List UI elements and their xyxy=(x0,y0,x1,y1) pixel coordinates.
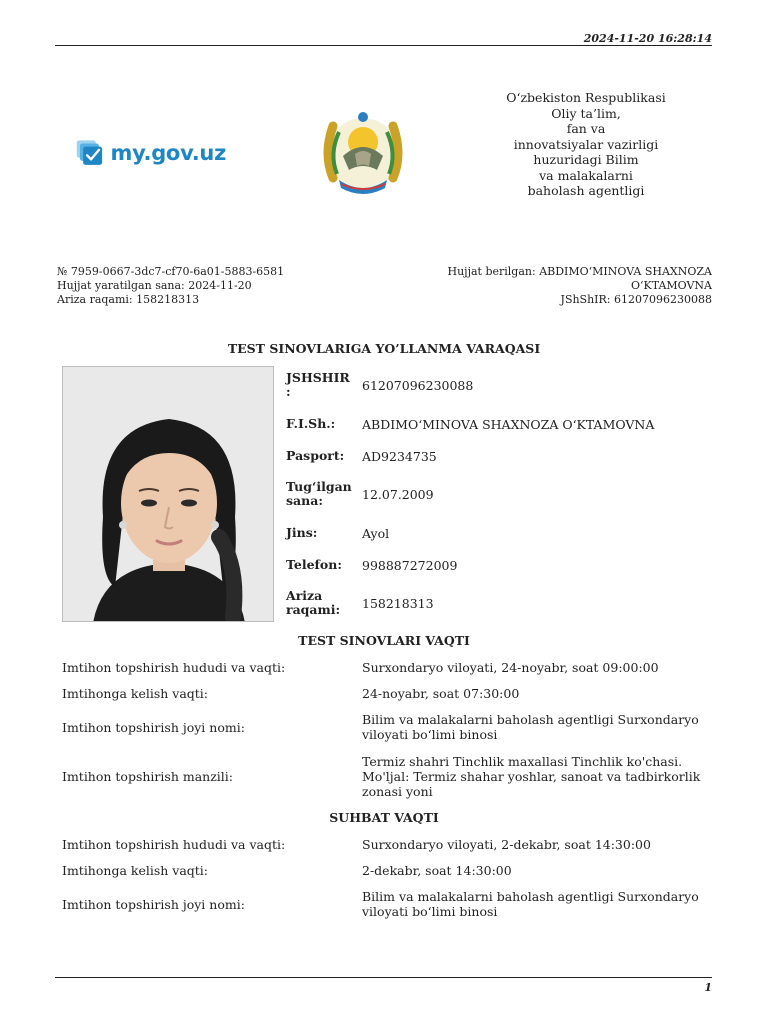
agency-line: innovatsiyalar vazirligi xyxy=(513,136,659,152)
person-value: Ayol xyxy=(362,525,390,541)
interview-row-venue xyxy=(62,888,722,920)
interview-row-region-time xyxy=(62,834,722,854)
row-value: 24-noyabr, soat 07:30:00 xyxy=(362,685,520,701)
document-meta-right xyxy=(422,265,712,307)
person-label: Jins: xyxy=(286,525,318,540)
row-value: Surxondaryo viloyati, 2-dekabr, soat 14:30:00 xyxy=(362,836,651,852)
issued-to-cont: O‘KTAMOVNA xyxy=(630,279,712,292)
logo-text: my.gov.uz xyxy=(110,141,226,165)
person-label: F.I.Sh.: xyxy=(286,416,336,431)
pinfl: JShShIR: 61207096230088 xyxy=(560,293,712,306)
test-section-title: TEST SINOVLARI VAQTI xyxy=(298,633,470,648)
document-number: № 7959-0667-3dc7-cf70-6a01-5883-6581 xyxy=(57,265,285,278)
person-label: Telefon: xyxy=(286,557,342,572)
person-value: 12.07.2009 xyxy=(362,486,434,502)
person-label: Pasport: xyxy=(286,448,345,463)
portrait-illustration xyxy=(63,367,274,622)
agency-line: fan va xyxy=(566,121,606,136)
row-label: Imtihon topshirish hududi va vaqti: xyxy=(62,836,286,852)
person-value: 998887272009 xyxy=(362,557,458,573)
header-divider xyxy=(55,45,712,46)
row-value: Termiz shahri Tinchlik maxallasi Tinchlik ko'chasi. Mo'ljal: Termiz shahar yoshlar, sanoat va tadbirkorlik zonasi yoni xyxy=(362,753,701,799)
person-row-fullname xyxy=(286,414,716,434)
document-meta-left xyxy=(57,265,284,307)
interview-row-arrival xyxy=(62,860,722,880)
page-number: 1 xyxy=(704,981,712,994)
document-title: TEST SINOVLARIGA YO’LLANMA VARAQASI xyxy=(227,341,541,356)
person-value: AD9234735 xyxy=(362,448,437,464)
row-label: Imtihonga kelish vaqti: xyxy=(62,685,209,701)
checkbox-logo-icon xyxy=(76,136,104,170)
test-row-venue xyxy=(62,711,722,743)
row-value: Surxondaryo viloyati, 24-noyabr, soat 09:00:00 xyxy=(362,659,659,675)
row-label: Imtihon topshirish manzili: xyxy=(62,768,233,784)
person-value: 61207096230088 xyxy=(362,377,474,393)
agency-line: O‘zbekiston Respublikasi xyxy=(506,90,666,105)
issuing-agency xyxy=(486,90,686,199)
applicant-photo xyxy=(62,366,274,622)
test-row-arrival xyxy=(62,683,722,703)
row-value: 2-dekabr, soat 14:30:00 xyxy=(362,862,512,878)
row-label: Imtihon topshirish joyi nomi: xyxy=(62,896,245,912)
person-value: 158218313 xyxy=(362,595,434,611)
row-value: Bilim va malakalarni baholash agentligi Surxondaryo viloyati bo‘limi binosi xyxy=(362,889,699,919)
row-label: Imtihon topshirish hududi va vaqti: xyxy=(62,659,286,675)
person-row-phone xyxy=(286,555,716,575)
person-row-passport xyxy=(286,446,716,466)
row-label: Imtihonga kelish vaqti: xyxy=(62,862,209,878)
agency-line: Oliy ta’lim, xyxy=(551,105,621,121)
row-value: Bilim va malakalarni baholash agentligi Surxondaryo viloyati bo‘limi binosi xyxy=(362,712,699,742)
row-label: Imtihon topshirish joyi nomi: xyxy=(62,719,245,735)
person-row-gender xyxy=(286,523,716,543)
person-row-application xyxy=(286,587,716,619)
document-created-date: Hujjat yaratilgan sana: 2024-11-20 xyxy=(57,279,252,292)
agency-line: huzuridagi Bilim xyxy=(533,152,639,167)
application-number: Ariza raqami: 158218313 xyxy=(57,293,200,306)
agency-line: baholash agentligi xyxy=(527,183,645,198)
person-row-pinfl xyxy=(286,369,716,401)
person-label: Ariza raqami: xyxy=(286,588,341,617)
document-timestamp: 2024-11-20 16:28:14 xyxy=(583,32,712,45)
agency-line: va malakalarni xyxy=(539,167,633,183)
interview-section-title: SUHBAT VAQTI xyxy=(329,810,439,825)
mygov-logo xyxy=(76,136,226,170)
test-row-address xyxy=(62,752,722,800)
footer-divider xyxy=(55,977,712,978)
person-label: JSHSHIR : xyxy=(286,370,350,399)
person-row-birthdate xyxy=(286,478,716,510)
issued-to: Hujjat berilgan: ABDIMO‘MINOVA SHAXNOZA xyxy=(447,265,712,278)
state-emblem-icon xyxy=(315,108,411,198)
person-value: ABDIMO‘MINOVA SHAXNOZA O‘KTAMOVNA xyxy=(362,416,655,432)
test-row-region-time xyxy=(62,657,722,677)
person-label: Tug‘ilgan sana: xyxy=(286,479,352,508)
